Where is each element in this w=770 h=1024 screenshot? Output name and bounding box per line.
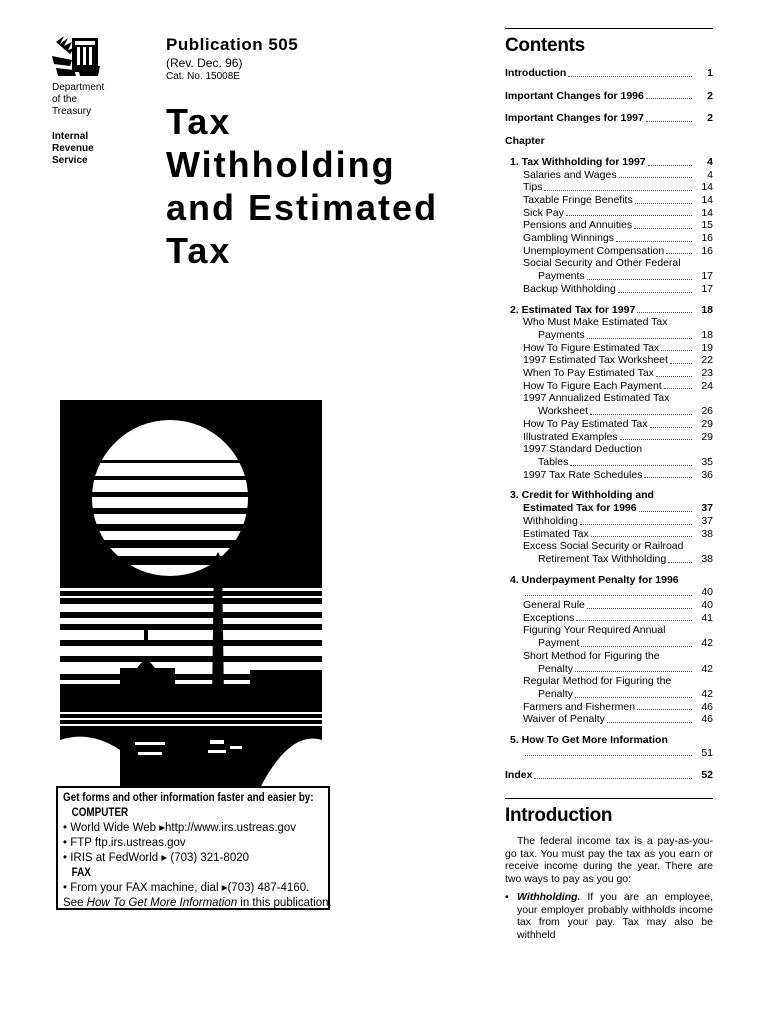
toc-entry[interactable]: Payments 17 xyxy=(538,270,713,283)
toc-entry[interactable]: 1997 Estimated Tax Worksheet 22 xyxy=(523,354,713,367)
list-item: • Withholding. If you are an employee, your employer probably withholds income tax from your pay. Tax may also be withheld xyxy=(505,891,713,941)
publication-number: Publication 505 xyxy=(166,35,299,54)
toc-entry-line: Who Must Make Estimated Tax xyxy=(523,316,668,329)
toc-entry[interactable]: Gambling Winnings 16 xyxy=(523,232,713,245)
toc-entry[interactable]: How To Pay Estimated Tax 29 xyxy=(523,417,713,430)
toc-entry[interactable]: Worksheet 26 xyxy=(538,405,713,418)
toc-entry-line: Excess Social Security or Railroad xyxy=(523,540,684,553)
toc-entry[interactable]: When To Pay Estimated Tax 23 xyxy=(523,367,713,380)
toc-entry-line: 1997 Standard Deduction xyxy=(523,443,643,456)
toc-entry[interactable]: Withholding 37 xyxy=(523,514,713,527)
toc-entry[interactable]: Unemployment Compensation 16 xyxy=(523,244,713,257)
toc-entry-line: Social Security and Other Federal xyxy=(523,257,681,270)
revision-date: (Rev. Dec. 96) xyxy=(166,56,243,70)
toc-entry[interactable]: Introduction 1 xyxy=(505,67,713,79)
toc-entry[interactable]: Estimated Tax 38 xyxy=(523,527,713,540)
iris-line: • IRIS at FedWorld ▸ (703) 321-8020 xyxy=(63,852,250,864)
toc-entry[interactable]: Waiver of Penalty 46 xyxy=(523,713,713,726)
fax-line: • From your FAX machine, dial ▸(703) 487-4160. xyxy=(63,882,310,894)
toc-entry[interactable]: Pensions and Annuities 15 xyxy=(523,219,713,232)
introduction-paragraph: The federal income tax is a pay-as-you-go tax. You must pay the tax as you earn or receive income during the year. There are two ways to pay as you go: xyxy=(505,835,713,885)
toc-chapter-line: 4. Underpayment Penalty for 1996 xyxy=(510,573,679,586)
chapter-label: Chapter xyxy=(505,135,545,148)
toc-entry-line: Figuring Your Required Annual xyxy=(523,624,666,637)
toc-entry[interactable]: Payments 18 xyxy=(538,328,713,341)
toc-entry[interactable]: Index 52 xyxy=(505,769,713,782)
toc-entry[interactable]: Penalty 42 xyxy=(538,662,713,675)
info-heading: Get forms and other information faster and easier by: xyxy=(63,792,314,804)
toc-entry[interactable]: Farmers and Fishermen 46 xyxy=(523,700,713,713)
web-line: • World Wide Web ▸http://www.irs.ustreas.gov xyxy=(63,822,297,834)
toc-entry[interactable]: How To Figure Estimated Tax 19 xyxy=(523,341,713,354)
toc-entry-line: 1997 Annualized Estimated Tax xyxy=(523,392,670,405)
toc-entry-line: Short Method for Figuring the xyxy=(523,649,660,662)
toc-entry[interactable]: Tips 14 xyxy=(523,181,713,194)
cover-illustration xyxy=(60,400,322,788)
toc-entry[interactable]: General Rule 40 xyxy=(523,599,713,612)
toc-chapter[interactable]: 51 xyxy=(505,747,713,760)
bullet-icon: • xyxy=(505,891,509,903)
fax-label: FAX xyxy=(71,867,91,879)
info-box xyxy=(56,786,330,910)
toc-entry[interactable]: Exceptions 41 xyxy=(523,611,713,624)
toc-entry[interactable]: Retirement Tax Withholding 38 xyxy=(538,552,713,565)
toc-entry[interactable]: Tables 35 xyxy=(538,455,713,468)
agency-label: Internal Revenue Service xyxy=(52,131,94,166)
toc-chapter[interactable]: 2. Estimated Tax for 1997 18 xyxy=(510,303,713,316)
computer-label: COMPUTER xyxy=(71,807,129,819)
toc-entry[interactable]: Taxable Fringe Benefits 14 xyxy=(523,193,713,206)
ftp-line: • FTP ftp.irs.ustreas.gov xyxy=(63,837,186,849)
toc-entry[interactable]: How To Figure Each Payment 24 xyxy=(523,379,713,392)
department-label: Department of the Treasury xyxy=(52,82,105,117)
toc-entry[interactable]: Sick Pay 14 xyxy=(523,206,713,219)
publication-title: Tax Withholding and Estimated Tax xyxy=(166,101,439,271)
contents-section xyxy=(505,28,713,782)
toc-entry[interactable]: Salaries and Wages 4 xyxy=(523,168,713,181)
toc-entry[interactable]: Important Changes for 1996 2 xyxy=(505,89,713,102)
introduction-title: Introduction xyxy=(505,805,613,826)
toc-entry[interactable]: Penalty 42 xyxy=(538,687,713,700)
toc-chapter[interactable]: 40 xyxy=(505,586,713,599)
see-more-line: See How To Get More Information in this publication. xyxy=(63,897,332,909)
toc-entry[interactable]: 1997 Tax Rate Schedules 36 xyxy=(523,468,713,481)
toc-chapter-line: 3. Credit for Withholding and xyxy=(510,489,654,502)
toc-chapter[interactable]: Estimated Tax for 1996 37 xyxy=(523,502,713,515)
toc-chapter-line: 5. How To Get More Information xyxy=(510,734,668,747)
toc-chapter[interactable]: 1. Tax Withholding for 1997 4 xyxy=(510,155,713,168)
toc-entry[interactable]: Important Changes for 1997 2 xyxy=(505,112,713,125)
introduction-section xyxy=(505,798,713,941)
contents-title: Contents xyxy=(505,35,585,56)
catalog-number: Cat. No. 15008E xyxy=(166,71,240,82)
irs-eagle-logo xyxy=(50,30,104,80)
toc-entry-line: Regular Method for Figuring the xyxy=(523,675,672,688)
toc-entry[interactable]: Payment 42 xyxy=(538,637,713,650)
toc-entry[interactable]: Backup Withholding 17 xyxy=(523,282,713,295)
toc-entry[interactable]: Illustrated Examples 29 xyxy=(523,430,713,443)
